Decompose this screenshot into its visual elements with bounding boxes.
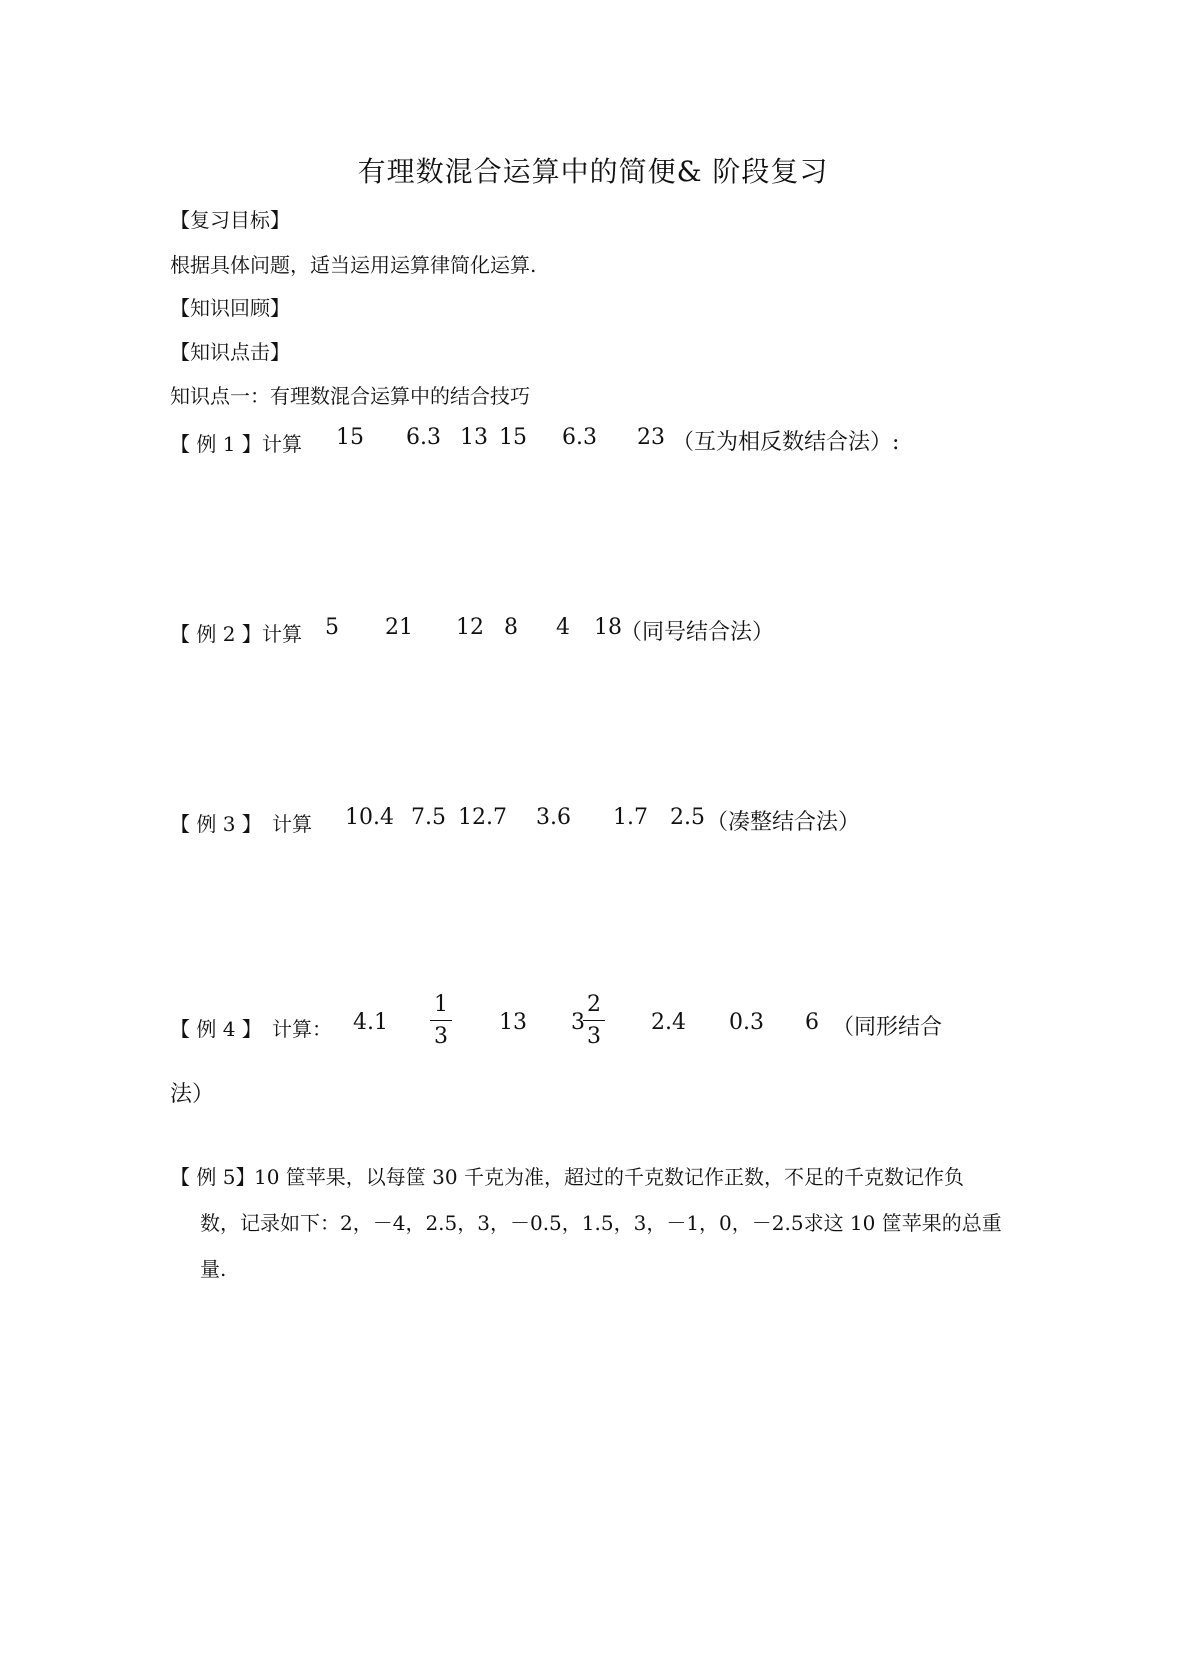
example-1-term: 6.3 <box>562 425 597 450</box>
example-3-note: （凑整结合法） <box>706 810 861 835</box>
fraction-denominator: 3 <box>434 1024 448 1049</box>
example-1-term: 13 <box>460 425 488 450</box>
example-3-term: 12.7 <box>458 805 507 830</box>
example-3-term: 2.5 <box>670 805 705 830</box>
example-2-verb: 计算 <box>262 622 302 646</box>
example-1-term: 23 <box>637 425 665 450</box>
fraction-denominator: 3 <box>587 1024 601 1049</box>
example-4-note-continued: 法） <box>170 1082 215 1107</box>
example-1-tag: 【 例 1 】 <box>170 432 262 456</box>
example-2-term: 18 <box>594 615 622 640</box>
fraction-bar <box>430 1020 452 1021</box>
example-4-term: 6 <box>805 1010 819 1035</box>
example-1-term: 15 <box>336 425 364 450</box>
example-3-term: 1.7 <box>613 805 648 830</box>
example-4-mixed-fraction <box>583 992 605 1050</box>
example-3-tag: 【 例 3 】 <box>170 812 262 836</box>
review-goal-text: 根据具体问题，适当运用运算律简化运算. <box>170 253 537 277</box>
example-4-term: 4.1 <box>353 1010 388 1035</box>
example-5-line-3: 量. <box>200 1257 227 1281</box>
example-2-term: 12 <box>456 615 484 640</box>
example-4-term: 2.4 <box>651 1010 686 1035</box>
example-1-term: 15 <box>499 425 527 450</box>
example-4-verb: 计算： <box>272 1017 332 1041</box>
example-2-tag: 【 例 2 】 <box>170 622 262 646</box>
example-2-note: （同号结合法） <box>620 620 775 645</box>
knowledge-review-heading: 【知识回顾】 <box>170 296 290 320</box>
page-title: 有理数混合运算中的简便& 阶段复习 <box>357 155 829 188</box>
example-2-term: 8 <box>504 615 518 640</box>
example-1-verb: 计算 <box>262 432 302 456</box>
example-4-term: 13 <box>499 1010 527 1035</box>
example-4-tag: 【 例 4 】 <box>170 1017 262 1041</box>
example-3-term: 3.6 <box>536 805 571 830</box>
example-2-term: 21 <box>385 615 413 640</box>
fraction-numerator: 2 <box>587 992 601 1017</box>
example-4-note: （同形结合 <box>832 1015 943 1040</box>
fraction-bar <box>583 1020 605 1021</box>
example-1-term: 6.3 <box>406 425 441 450</box>
example-2-term: 5 <box>325 615 339 640</box>
example-3-term: 10.4 <box>345 805 394 830</box>
knowledge-point-one: 知识点一：有理数混合运算中的结合技巧 <box>170 384 530 408</box>
example-5-line-1: 10 筐苹果，以每筐 30 千克为准，超过的千克数记作正数，不足的千克数记作负 <box>254 1165 964 1189</box>
example-3-verb: 计算 <box>272 812 312 836</box>
example-5-line-2: 数，记录如下：2，－4，2.5，3，－0.5，1.5，3，－1，0，－2.5求这 10 筐苹果的总重 <box>200 1211 1002 1235</box>
example-1-note: （互为相反数结合法）: <box>672 430 900 455</box>
example-4-mixed-whole: 3 <box>571 1010 585 1035</box>
knowledge-points-heading: 【知识点击】 <box>170 340 290 364</box>
review-goal-heading: 【复习目标】 <box>170 208 290 232</box>
example-4-term: 0.3 <box>729 1010 764 1035</box>
example-5-tag: 【 例 5】 <box>170 1165 256 1189</box>
example-4-fraction <box>430 992 452 1050</box>
example-2-term: 4 <box>556 615 570 640</box>
fraction-numerator: 1 <box>434 992 448 1017</box>
example-3-term: 7.5 <box>411 805 446 830</box>
